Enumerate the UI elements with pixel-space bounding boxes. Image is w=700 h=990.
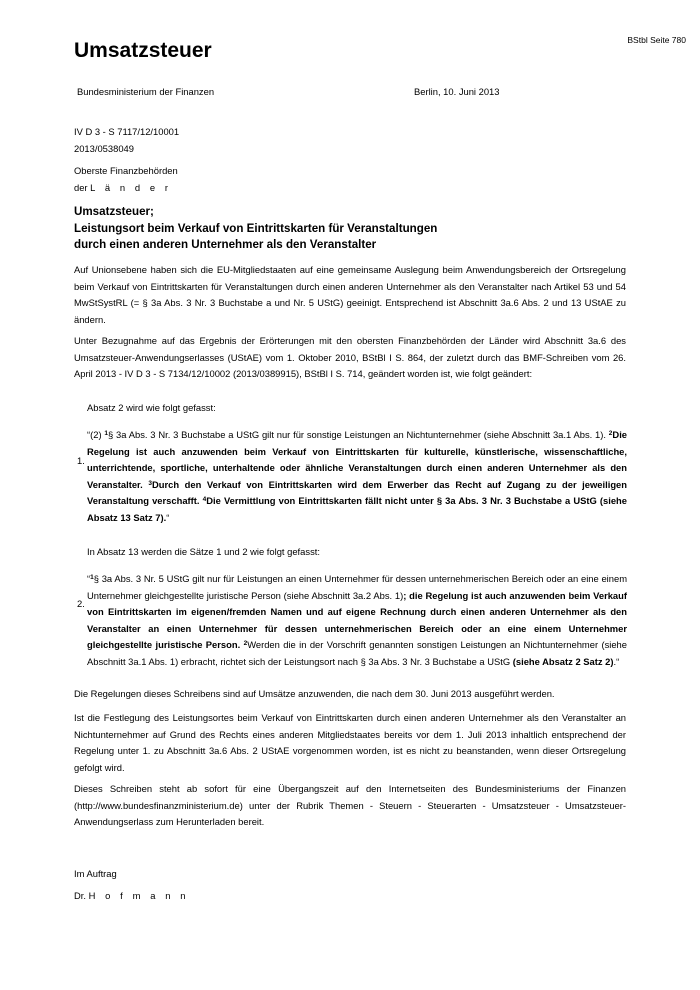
subject-block bbox=[74, 204, 634, 254]
amendment-1-text: “(2) $^1$§ 3a Abs. 3 Nr. 3 Buchstabe a UStG gilt nur für sonstige Leistungen an Nichtunternehmer (siehe Abschnitt 3a.1 Abs. 1). $^2$Die Regelung ist auch anzuwenden beim Verkauf von Eintrittskarten für kulturelle, künstlerische, wissenschaftliche, unterrichtende, sportliche, unterhaltende oder ähnliche Veranstaltungen durch einen anderen Unternehmer als den Veranstalter. $^3$Durch den Verkauf von Eintrittskarten wird dem Erwerber das Recht auf Zugang zu der jeweiligen Veranstaltung verschafft. $^4$Die Vermittlung von Eintrittskarten fällt nicht unter § 3a Abs. 3 Nr. 3 Buchstabe a UStG (siehe Absatz 13 Satz 7).“ bbox=[87, 429, 628, 523]
document-number: 2013/0538049 bbox=[74, 142, 134, 154]
subject-line-2: Leistungsort beim Verkauf von Eintrittskarten für Veranstaltungen bbox=[74, 221, 438, 235]
addressee-line-1: Oberste Finanzbehörden bbox=[74, 165, 178, 176]
subject-line-3: durch einen anderen Unternehmer als den Veranstalter bbox=[74, 238, 377, 251]
page-reference: BStbl Seite 780 bbox=[627, 35, 686, 45]
signature-name: H o f m a n n bbox=[88, 890, 190, 901]
amendment-2-text: “$^1$§ 3a Abs. 3 Nr. 5 UStG gilt nur für Leistungen an einen Unternehmer für dessen unternehmerischen Bereich oder an eine einem Unternehmer gleichgestellte juristische Person (siehe Abschnitt 3a.2 Abs. 1); die Regelung ist auch anzuwenden beim Verkauf von Eintrittskarten im eigenen/fremden Namen und auf eigene Rechnung durch einen anderen Unternehmer als den Veranstalter an einen Unternehmer für dessen unternehmerischen Bereich oder an eine einem Unternehmer gleichgestellte juristische Person. $^2$Werden die in der Vorschrift genannten sonstigen Leistungen an Nichtunternehmer (siehe Abschnitt 3a.1 Abs. 1) erbracht, richtet sich der Leistungsort nach § 3a Abs. 3 Nr. 3 Buchstabe a UStG (siehe Absatz 2 Satz 2).“ bbox=[87, 573, 627, 667]
document-title: Umsatzsteuer bbox=[74, 39, 212, 62]
addressee-block bbox=[74, 163, 634, 196]
signature-title: Dr. bbox=[74, 890, 86, 901]
amendment-2-number: 2. bbox=[77, 598, 85, 609]
closing-paragraph-2: Ist die Festlegung des Leistungsortes beim Verkauf von Eintrittskarten durch einen anderen Unternehmer als den Veranstalter an Nichtunternehmer auf Grund des Rechts eines anderen Mitgliedstaates bereits vor dem 1. Juli 2013 inhaltlich entsprechend der Regelung unter 1. zu Abschnitt 3a.6 Abs. 2 UStAE vorgenommen worden, ist es nicht zu beanstanden, wenn dieser Ortsregelung gefolgt wird. bbox=[74, 712, 626, 773]
addressee-laender: L ä n d e r bbox=[90, 181, 172, 193]
signature-line-1: Im Auftrag bbox=[74, 868, 117, 879]
closing-paragraph-3: Dieses Schreiben steht ab sofort für eine Übergangszeit auf den Internetseiten des Bundesministeriums der Finanzen (http://www.bundesfinanzministerium.de) unter der Rubrik Themen - Steuern - Steuerarten - Umsatzsteuer - Umsatzsteuer-Anwendungserlass zum Herunterladen bereit. bbox=[74, 783, 626, 827]
closing-paragraph-1: Die Regelungen dieses Schreibens sind auf Umsätze anzuwenden, die nach dem 30. Juni 2013 ausgeführt werden. bbox=[74, 688, 555, 699]
addressee-prefix: der bbox=[74, 181, 88, 193]
amendment-2-intro: In Absatz 13 werden die Sätze 1 und 2 wie folgt gefasst: bbox=[87, 546, 320, 557]
subject-line-1: Umsatzsteuer; bbox=[74, 205, 154, 218]
amendment-1-intro: Absatz 2 wird wie folgt gefasst: bbox=[87, 402, 216, 413]
addressee-line-2 bbox=[74, 180, 634, 197]
intro-paragraph-1: Auf Unionsebene haben sich die EU-Mitgliedstaaten auf eine gemeinsame Auslegung beim Anwendungsbereich der Ortsregelung beim Verkauf von Eintrittskarten für Veranstaltungen durch einen anderen Unternehmer als den Veranstalter nach Artikel 53 und 54 MwStSystRL (= § 3a Abs. 3 Nr. 3 Buchstabe a und Nr. 5 UStG) geeinigt. Entsprechend ist Abschnitt 3a.6 Abs. 2 und 13 UStAE zu ändern. bbox=[74, 264, 626, 325]
sender-ministry: Bundesministerium der Finanzen bbox=[77, 86, 215, 97]
letter-date: Berlin, 10. Juni 2013 bbox=[414, 86, 500, 97]
amendment-1-number: 1. bbox=[77, 455, 85, 466]
signature-line-2 bbox=[74, 888, 626, 905]
reference-number: IV D 3 - S 7117/12/10001 bbox=[74, 126, 180, 137]
reference-block bbox=[74, 124, 634, 157]
intro-paragraph-2: Unter Bezugnahme auf das Ergebnis der Erörterungen mit den obersten Finanzbehörden der Länder wird Abschnitt 3a.6 des Umsatzsteuer-Anwendungserlasses (UStAE) vom 1. Oktober 2010, BStBl I S. 864, der zuletzt durch das BMF-Schreiben vom 26. April 2013 - IV D 3 - S 7134/12/10002 (2013/0389915), BStBl I S. 714, geändert worden ist, wie folgt geändert: bbox=[74, 335, 626, 379]
